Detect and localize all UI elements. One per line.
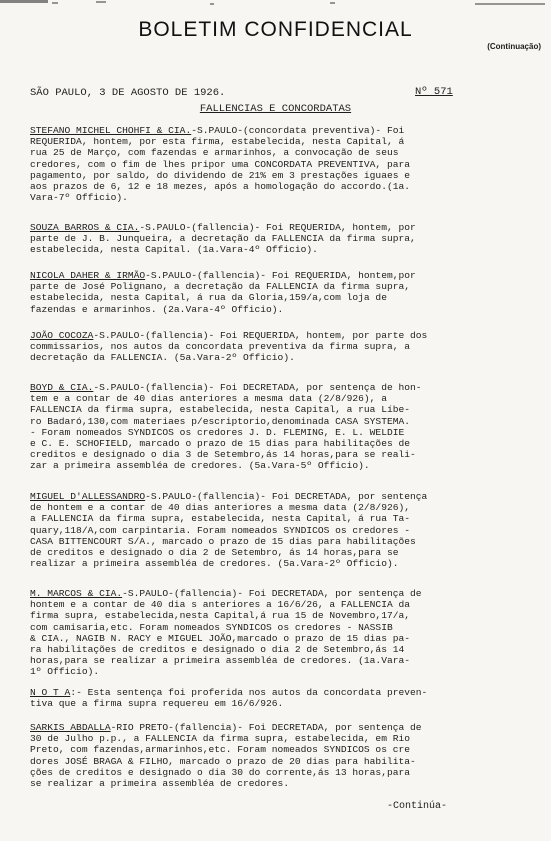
entry-joao-cocoza (30, 330, 542, 364)
entry-souza-barros (30, 222, 542, 256)
entry-line: Vara-7º Officio). (30, 192, 128, 204)
entry-line: STEFANO MICHEL CHOHFI & CIA.-S.PAULO-(concordata preventiva)- Foi (30, 125, 405, 136)
entry-line: NICOLA DAHER & IRMÃO-S.PAULO-(fallencia)- Foi REQUERIDA, hontem,por (30, 270, 416, 281)
entry-line: BOYD & CIA.-S.PAULO-(fallencia)- Foi DECRETADA, por sentença de hon- (30, 382, 422, 393)
entry-line: creditos e designado o dia 3 de Setembro,ás 14 horas,para se reali- (30, 449, 416, 461)
entry-line: commissarios, nos autos da concordata preventiva da firma supra, a (30, 341, 410, 353)
entry-line: de hontem e a contar de 40 dias anteriores a mesma data (2/8/926), (30, 502, 410, 514)
entry-line: quary,118/A,com carpintaria. Foram nomeados SYNDICOS os credores - (30, 524, 410, 536)
entry-line: JOÃO COCOZA-S.PAULO-(fallencia)- Foi REQUERIDA, hontem, por parte dos (30, 330, 428, 341)
bulletin-title: BOLETIM CONFIDENCIAL (138, 18, 413, 41)
top-edge-specks (0, 0, 551, 12)
entry-line: M. MARCOS & CIA.-S.PAULO-(fallencia)- Foi DECRETADA, por sentença de (30, 588, 422, 599)
entry-line: realizar a primeira assembléa de credores. (5a.Vara-2º Officio). (30, 558, 399, 570)
entry-line: firma supra, estabelecida,nesta Capital,á rua 15 de Novembro,17/a, (30, 610, 410, 622)
entry-line: estabelecida, nesta Capital, á rua da Gloria,159/a,com loja de (30, 292, 387, 304)
entry-lead: STEFANO MICHEL CHOHFI & CIA. (30, 125, 192, 136)
entry-line: N O T A:- Esta sentença foi proferida nos autos da concordata preven- (30, 687, 428, 698)
entry-line: estabelecida, nesta Capital. (1a.Vara-4º Officio). (30, 244, 318, 256)
entry-line: decretação da FALLENCIA. (5a.Vara-2º Officio). (30, 352, 295, 364)
entry-line: parte de José Polignano, a decretação da FALLENCIA da firma supra, (30, 281, 410, 293)
entry-lead: SARKIS ABDALLA (30, 722, 111, 733)
entry-lead: BOYD & CIA. (30, 382, 94, 393)
entry-nota (30, 687, 542, 709)
document-number: Nº 571 (415, 86, 453, 98)
entry-lead: N O T A (30, 687, 71, 698)
entry-miguel-dallessandro (30, 491, 542, 569)
entry-line: parte de J. B. Junqueira, a decretação da FALLENCIA da firma supra, (30, 233, 416, 245)
entry-line: REQUERIDA, hontem, por esta firma, estabelecida, nesta Capital, á (30, 136, 405, 148)
entry-line: hontem e a contar de 40 dia s anteriores a 16/6/26, a FALLENCIA da (30, 599, 410, 611)
entry-line: ra habilitações de creditos e designado o dia 2 de Setembro,ás 14 (30, 644, 405, 656)
continuation-label: (Continuação) (487, 42, 541, 51)
entry-line: FALLENCIA da firma supra, estabelecida, nesta Capital, a rua Líbe- (30, 404, 410, 416)
entry-line: & CIA., NAGIB N. RACY e MIGUEL JOÃO,marcado o prazo de 15 dias pa- (30, 632, 410, 644)
entry-nicola-daher (30, 270, 542, 315)
entry-line: com camisaria,etc. Foram nomeados SYNDICOS os credores - NASSIB (30, 621, 393, 633)
entry-boyd (30, 382, 542, 472)
entry-line: de creditos e designado o dia 2 de Setembro, ás 14 horas,para se (30, 547, 399, 559)
entry-line: 1º Officio). (30, 666, 100, 678)
entry-line: 30 de Julho p.p., a FALLENCIA da firma supra, estabelecida, em Rio (30, 733, 410, 745)
entry-line: e C. E. SCHOFIELD, marcado o prazo de 15 dias para habilitações de (30, 438, 410, 450)
entry-line: pagamento, por saldo, do dividendo de 21% em 3 prestações iguaes e (30, 169, 410, 181)
entry-lead: NICOLA DAHER & IRMÃO (30, 270, 146, 281)
entry-line: horas,para se realizar a primeira assembléa de credores. (1a.Vara- (30, 655, 410, 667)
entry-lead: JOÃO COCOZA (30, 330, 94, 341)
entry-lead: M. MARCOS & CIA. (30, 588, 123, 599)
entry-stefano-michel-chohfi (30, 125, 542, 203)
entry-line: ro Badaró,130,com materiaes p/escriptorio,denominada CASA SYSTEMA. (30, 415, 410, 427)
entry-line: CASA BITTENCOURT S/A., marcado o prazo de 15 dias para habilitações (30, 535, 416, 547)
entry-line: rua 25 de Março, com fazendas e armarinhos, a convocação de seus (30, 147, 399, 159)
section-title: FALLENCIAS E CONCORDATAS (199, 103, 352, 115)
entry-line: - Foram nomeados SYNDICOS os credores J. D. FLEMING, E. L. WELDIE (30, 426, 405, 438)
entry-line: aos prazos de 6, 12 e 18 mezes, após a homologação do accordo.(1a. (30, 181, 410, 193)
entry-lead: MIGUEL D'ALLESSANDRO (30, 491, 146, 502)
entry-lead: SOUZA BARROS & CIA. (30, 222, 140, 233)
entry-m-marcos (30, 588, 542, 678)
entry-line: zar a primeira assembléa de credores. (5a.Vara-5º Officio). (30, 460, 370, 472)
entry-line: tem e a contar de 40 dias anteriores a mesma data (2/8/926), a (30, 393, 387, 405)
entry-line: fazendas e armarinhos. (2a.Vara-4º Officio). (30, 303, 284, 315)
entry-line: Preto, com fazendas,armarinhos,etc. Foram nomeados SYNDICOS os cre (30, 744, 410, 756)
entry-line: dores JOSÉ BRAGA & FILHO, marcado o prazo de 20 dias para habilita- (30, 755, 416, 767)
entry-sarkis-abdalla (30, 722, 542, 789)
entry-line: SOUZA BARROS & CIA.-S.PAULO-(fallencia)- Foi REQUERIDA, hontem, por (30, 222, 416, 233)
entry-line: credores, com o fim de lhes pripor uma CONCORDATA PREVENTIVA, para (30, 158, 410, 170)
entry-line: a FALLENCIA da firma supra, estabelecida, nesta Capital, á rua Ta- (30, 513, 410, 525)
entry-line: MIGUEL D'ALLESSANDRO-S.PAULO-(fallencia)- Foi DECRETADA, por sentença (30, 491, 428, 502)
entry-line: SARKIS ABDALLA-RIO PRETO-(fallencia)- Foi DECRETADA, por sentença de (30, 722, 422, 733)
entry-line: se realizar a primeira assembléa de credores. (30, 778, 290, 790)
continues-marker: -Continúa- (387, 801, 448, 812)
entry-line: ções de creditos e designado o dia 30 do corrente,ás 13 horas,para (30, 766, 410, 778)
entry-line: tiva que a firma supra requereu em 16/6/926. (30, 698, 284, 710)
dateline: SÃO PAULO, 3 DE AGOSTO DE 1926. (30, 87, 226, 99)
